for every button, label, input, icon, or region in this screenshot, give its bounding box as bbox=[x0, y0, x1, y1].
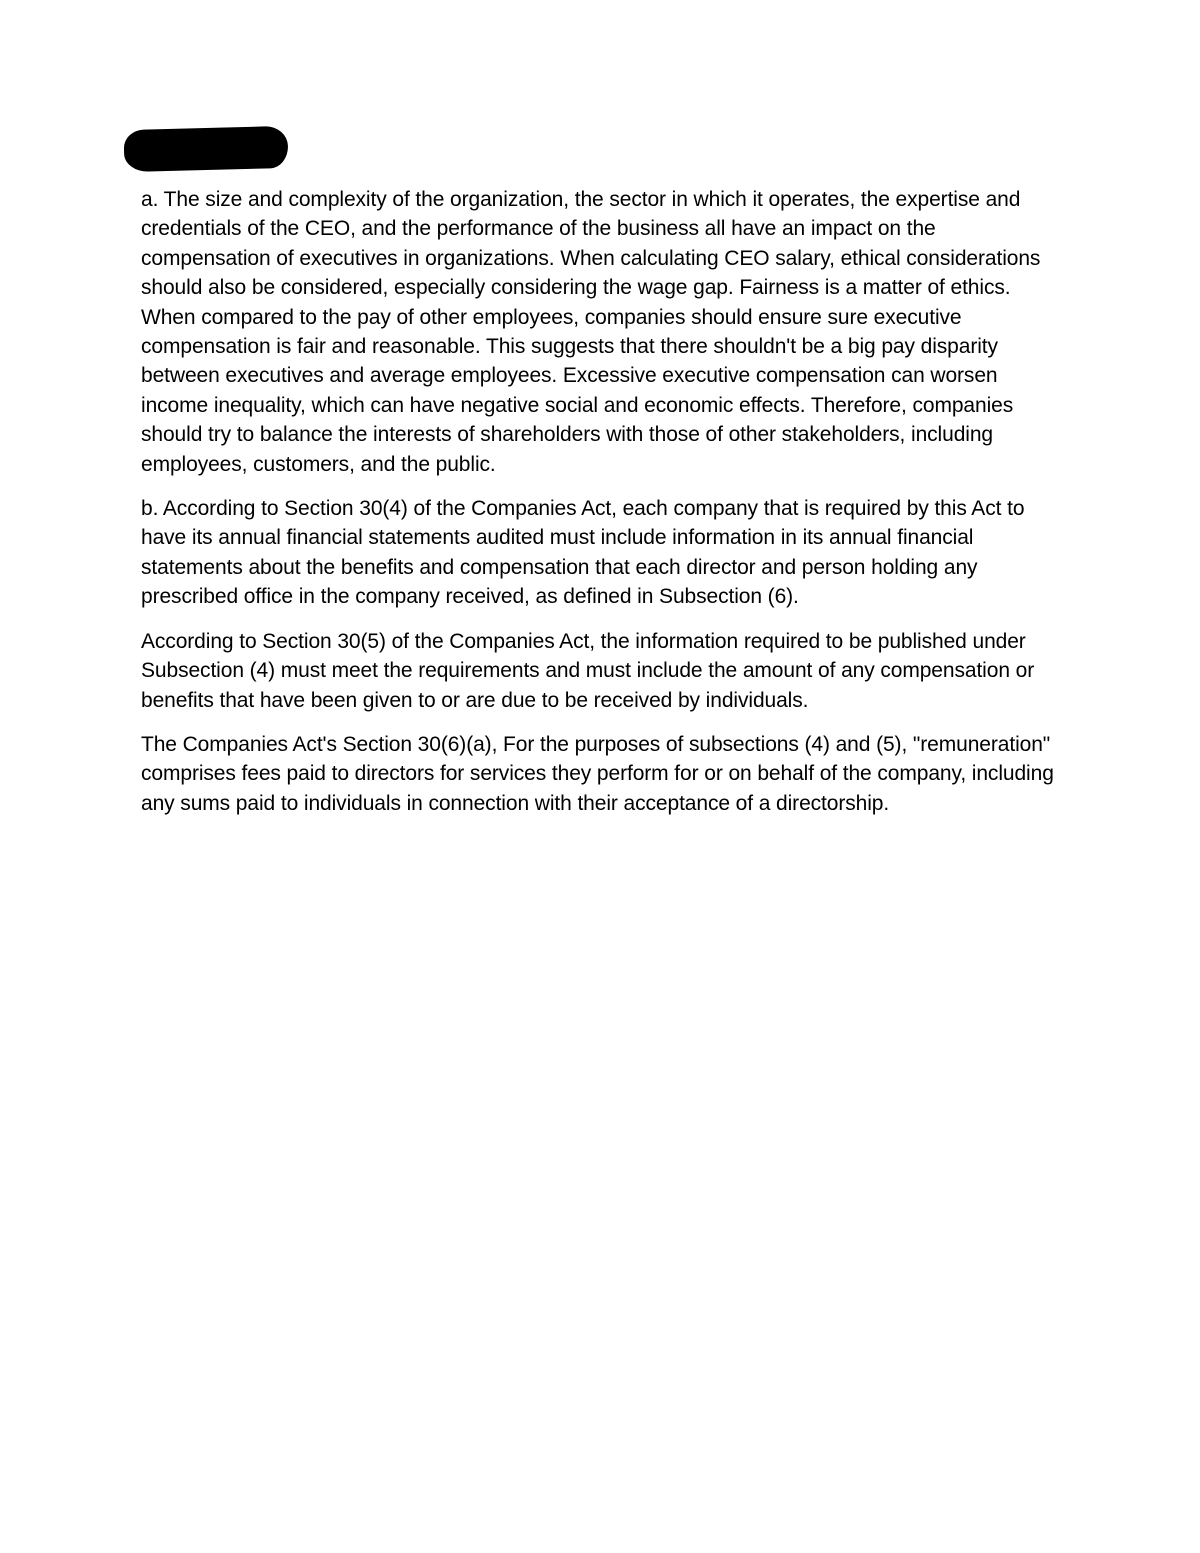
paragraph-part-b: b. According to Section 30(4) of the Companies Act, each company that is required by this Act to have its annual financial statements audited must include information in its annual financial statements about the benefits and compensation that each director and person holding any prescribed office in the company received, as defined in Subsection (6). bbox=[141, 497, 1025, 609]
paragraph-section-30-5: According to Section 30(5) of the Companies Act, the information required to be published under Subsection (4) must meet the requirements and must include the amount of any compensation or benefits that have been given to or are due to be received by individuals. bbox=[141, 629, 1035, 712]
document-body bbox=[141, 185, 1066, 833]
redaction-mark bbox=[123, 126, 288, 172]
paragraph-part-a: a. The size and complexity of the organization, the sector in which it operates, the expertise and credentials of the CEO, and the performance of the business all have an impact on the compensation of executives in organizations. When calculating CEO salary, ethical considerations should also be considered, especially considering the wage gap. Fairness is a matter of ethics. When compared to the pay of other employees, companies should ensure sure executive compensation is fair and reasonable. This suggests that there shouldn't be a big pay disparity between executives and average employees. Excessive executive compensation can worsen income inequality, which can have negative social and economic effects. Therefore, companies should try to balance the interests of shareholders with those of other stakeholders, including employees, customers, and the public. bbox=[141, 188, 1041, 476]
paragraph-section-30-6a: The Companies Act's Section 30(6)(a), For the purposes of subsections (4) and (5), "remuneration" comprises fees paid to directors for services they perform for or on behalf of the company, including any sums paid to individuals in connection with their acceptance of a directorship. bbox=[141, 732, 1054, 815]
